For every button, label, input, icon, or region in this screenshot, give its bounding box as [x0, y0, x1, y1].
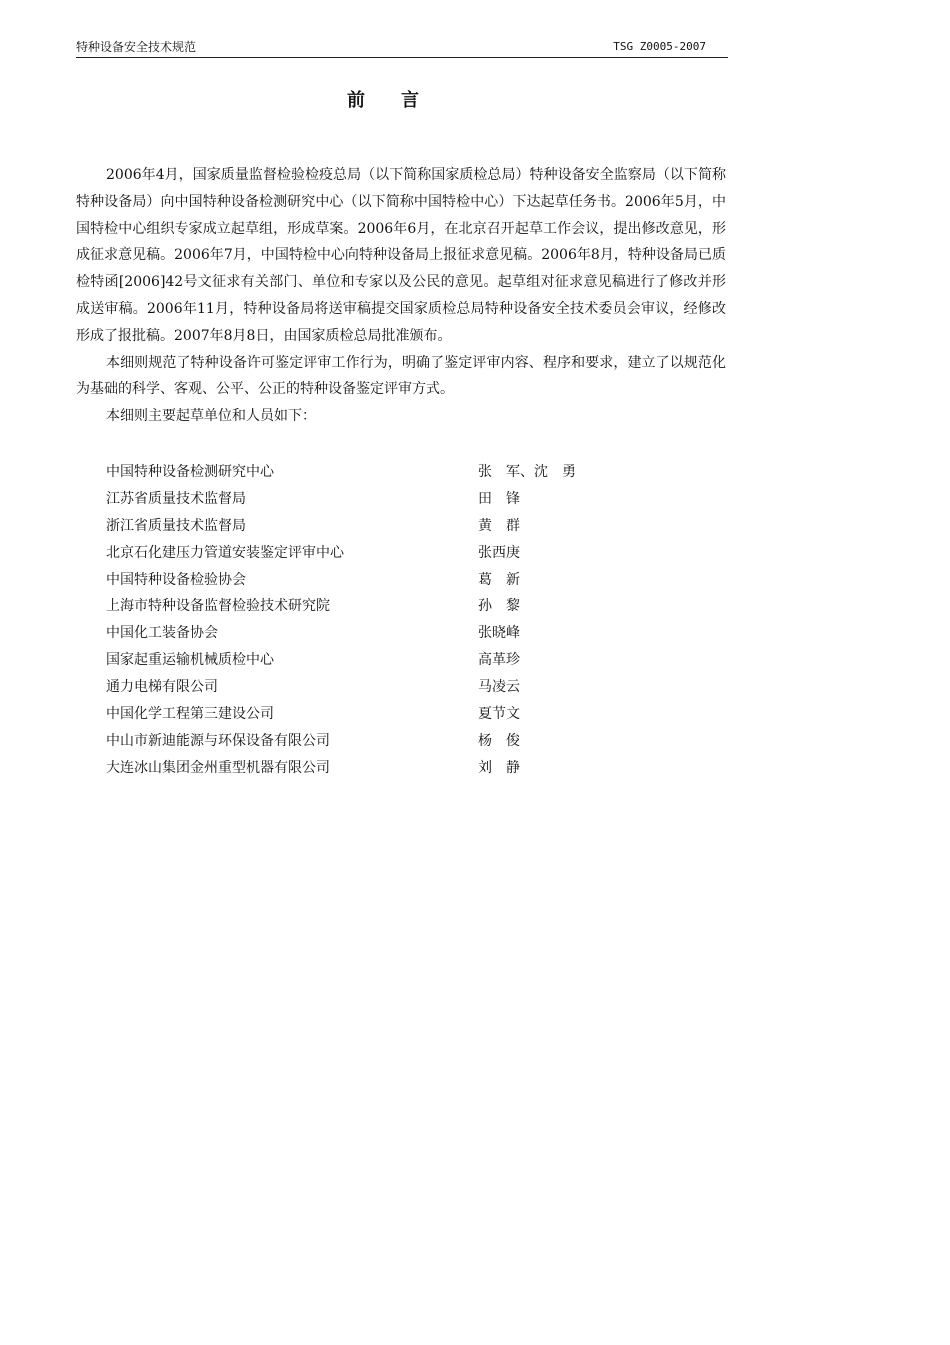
drafter-row [106, 674, 626, 701]
drafter-org: 江苏省质量技术监督局 [106, 490, 246, 507]
drafter-org: 中国特种设备检验协会 [106, 571, 246, 588]
drafter-people: 夏节文 [478, 706, 520, 723]
drafter-row [106, 567, 626, 594]
drafter-people: 张 军、沈 勇 [478, 464, 576, 480]
drafter-people: 黄 群 [478, 517, 520, 534]
drafter-org: 中国化学工程第三建设公司 [106, 706, 274, 723]
drafter-org: 中山市新迪能源与环保设备有限公司 [106, 732, 330, 749]
page-title: 前言 [347, 90, 455, 111]
drafter-org: 浙江省质量技术监督局 [106, 517, 246, 534]
drafter-row [106, 459, 626, 486]
drafter-row [106, 513, 626, 540]
drafter-people: 葛 新 [478, 571, 520, 588]
header-standard-code: TSG Z0005-2007 [613, 40, 706, 53]
drafter-row [106, 593, 626, 620]
drafter-org: 大连冰山集团金州重型机器有限公司 [106, 759, 330, 776]
paragraph-history: 2006年4月，国家质量监督检验检疫总局（以下简称国家质检总局）特种设备安全监察局（以下简称特种设备局）向中国特种设备检测研究中心（以下简称中国特检中心）下达起草任务书。2006年5月，中国特检中心组织专家成立起草组，形成草案。2006年6月，在北京召开起草工作会议，提出修改意见，形成征求意见稿。2006年7月，中国特检中心向特种设备局上报征求意见稿。2006年8月，特种设备局已质检特函[2006]42号文征求有关部门、单位和专家以及公民的意见。起草组对征求意见稿进行了修改并形成送审稿。2006年11月，特种设备局将送审稿提交国家质检总局特种设备安全技术委员会审议，经修改形成了报批稿。2007年8月8日，由国家质检总局批准颁布。 [76, 167, 726, 344]
drafter-org: 国家起重运输机械质检中心 [106, 652, 274, 669]
paragraph-scope: 本细则规范了特种设备许可鉴定评审工作行为，明确了鉴定评审内容、程序和要求，建立了以规范化为基础的科学、客观、公平、公正的特种设备鉴定评审方式。 [76, 354, 726, 398]
document-body [76, 162, 726, 430]
drafter-row [106, 728, 626, 755]
page-header [76, 38, 728, 58]
drafter-row [106, 620, 626, 647]
drafter-org: 上海市特种设备监督检验技术研究院 [106, 598, 330, 615]
header-spec-title: 特种设备安全技术规范 [76, 40, 197, 54]
drafter-row [106, 755, 626, 782]
drafter-people: 马凌云 [478, 679, 520, 696]
drafter-row [106, 540, 626, 567]
drafter-people: 张晓峰 [478, 625, 520, 642]
drafter-people: 张西庚 [478, 544, 520, 561]
drafter-people: 高革珍 [478, 652, 520, 669]
drafter-row [106, 486, 626, 513]
drafter-people: 杨 俊 [478, 732, 520, 749]
drafter-row [106, 647, 626, 674]
drafter-people: 刘 静 [478, 759, 520, 776]
drafters-list [106, 459, 626, 782]
drafters-intro: 本细则主要起草单位和人员如下： [106, 408, 316, 425]
drafter-org: 中国特种设备检测研究中心 [106, 464, 274, 480]
drafter-org: 通力电梯有限公司 [106, 679, 218, 696]
drafter-org: 北京石化建压力管道安装鉴定评审中心 [106, 544, 344, 561]
drafter-people: 孙 黎 [478, 598, 520, 615]
drafter-people: 田 锋 [478, 490, 520, 507]
drafter-row [106, 701, 626, 728]
drafter-org: 中国化工装备协会 [106, 625, 218, 642]
